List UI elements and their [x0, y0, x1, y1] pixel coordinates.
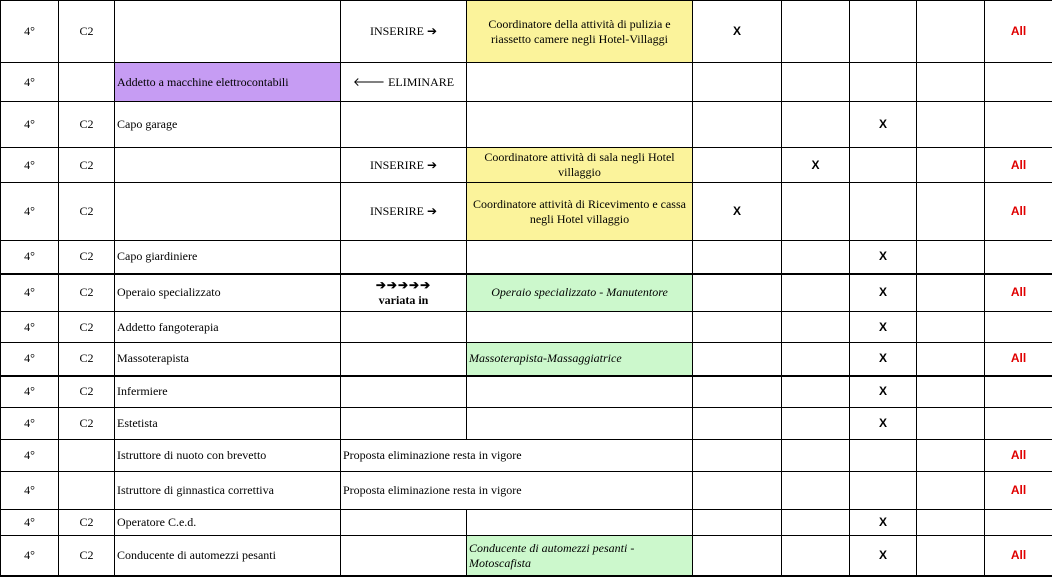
level-cell: 4° [1, 536, 59, 576]
mark-cell [782, 241, 850, 274]
mark-cell [917, 241, 985, 274]
new-role-cell [467, 102, 693, 148]
mark-cell [917, 102, 985, 148]
code-cell: C2 [59, 510, 115, 536]
mark-cell [782, 472, 850, 510]
all-badge [985, 312, 1052, 343]
role-cell: Istruttore di nuoto con brevetto [115, 440, 341, 472]
code-cell: C2 [59, 343, 115, 376]
level-cell: 4° [1, 183, 59, 241]
action-cell: INSERIRE ➔ [341, 148, 467, 183]
level-cell: 4° [1, 312, 59, 343]
all-badge: All [985, 440, 1052, 472]
role-cell: Infermiere [115, 376, 341, 408]
action-label: variata in [378, 292, 429, 307]
level-cell: 4° [1, 472, 59, 510]
mark-cell [917, 1, 985, 63]
action-cell [341, 312, 467, 343]
mark-cell [782, 183, 850, 241]
mark-cell: X [850, 408, 917, 440]
level-cell: 4° [1, 1, 59, 63]
mark-cell [693, 408, 782, 440]
mark-cell [850, 1, 917, 63]
mark-cell [917, 472, 985, 510]
role-cell: Istruttore di ginnastica correttiva [115, 472, 341, 510]
new-role-cell: Conducente di automezzi pesanti - Motoscafista [467, 536, 693, 576]
all-badge: All [985, 148, 1052, 183]
code-cell: C2 [59, 274, 115, 312]
code-cell [59, 472, 115, 510]
role-cell: Conducente di automezzi pesanti [115, 536, 341, 576]
mark-cell [850, 183, 917, 241]
table-row [1, 102, 1052, 148]
all-badge: All [985, 274, 1052, 312]
mark-cell [850, 440, 917, 472]
all-badge: All [985, 343, 1052, 376]
role-cell: Estetista [115, 408, 341, 440]
action-cell [341, 510, 467, 536]
mark-cell [693, 376, 782, 408]
all-badge [985, 510, 1052, 536]
mark-cell [917, 536, 985, 576]
mark-cell [782, 102, 850, 148]
role-cell: Addetto fangoterapia [115, 312, 341, 343]
table-row [1, 148, 1052, 183]
code-cell: C2 [59, 102, 115, 148]
level-cell: 4° [1, 102, 59, 148]
note-cell: Proposta eliminazione resta in vigore [341, 440, 693, 472]
mark-cell [782, 536, 850, 576]
level-cell: 4° [1, 274, 59, 312]
mark-cell [693, 241, 782, 274]
mark-cell [782, 376, 850, 408]
action-cell [341, 408, 467, 440]
mark-cell [693, 472, 782, 510]
new-role-cell [467, 241, 693, 274]
mark-cell: X [693, 183, 782, 241]
action-cell [341, 274, 467, 312]
code-cell: C2 [59, 376, 115, 408]
mark-cell [693, 274, 782, 312]
table-row [1, 510, 1052, 536]
mark-cell [693, 510, 782, 536]
new-role-cell: Coordinatore attività di Ricevimento e cassa negli Hotel villaggio [467, 183, 693, 241]
mark-cell [850, 472, 917, 510]
code-cell: C2 [59, 408, 115, 440]
code-cell [59, 63, 115, 102]
new-role-cell [467, 376, 693, 408]
mark-cell [693, 440, 782, 472]
table-row [1, 274, 1052, 312]
level-cell: 4° [1, 376, 59, 408]
arrow-sequence-icon: ➔➔➔➔➔ [375, 277, 432, 292]
mark-cell [917, 183, 985, 241]
mark-cell: X [850, 510, 917, 536]
all-badge [985, 102, 1052, 148]
table-row [1, 536, 1052, 576]
mark-cell [693, 148, 782, 183]
level-cell: 4° [1, 63, 59, 102]
role-cell [115, 183, 341, 241]
mark-cell: X [850, 536, 917, 576]
all-badge [985, 408, 1052, 440]
new-role-cell: Coordinatore attività di sala negli Hotel villaggio [467, 148, 693, 183]
action-cell [341, 376, 467, 408]
new-role-cell: Operaio specializzato - Manutentore [467, 274, 693, 312]
code-cell: C2 [59, 241, 115, 274]
mark-cell [917, 376, 985, 408]
code-cell [59, 440, 115, 472]
all-badge [985, 63, 1052, 102]
mark-cell [782, 440, 850, 472]
action-cell [341, 102, 467, 148]
all-badge: All [985, 536, 1052, 576]
action-cell: INSERIRE ➔ [341, 183, 467, 241]
level-cell: 4° [1, 408, 59, 440]
mark-cell [782, 510, 850, 536]
role-cell: Operatore C.e.d. [115, 510, 341, 536]
code-cell: C2 [59, 312, 115, 343]
new-role-cell [467, 408, 693, 440]
role-cell: Massoterapista [115, 343, 341, 376]
note-cell: Proposta eliminazione resta in vigore [341, 472, 693, 510]
mark-cell: X [850, 102, 917, 148]
mark-cell [917, 408, 985, 440]
mark-cell [782, 408, 850, 440]
code-cell: C2 [59, 183, 115, 241]
mark-cell [917, 343, 985, 376]
mark-cell [917, 148, 985, 183]
mark-cell [782, 274, 850, 312]
level-cell: 4° [1, 510, 59, 536]
new-role-cell [467, 63, 693, 102]
all-badge [985, 376, 1052, 408]
mark-cell: X [850, 274, 917, 312]
table-row [1, 440, 1052, 472]
table-row [1, 472, 1052, 510]
new-role-cell: Coordinatore della attività di pulizia e riassetto camere negli Hotel-Villaggi [467, 1, 693, 63]
role-cell: Operaio specializzato [115, 274, 341, 312]
table-row [1, 63, 1052, 102]
mark-cell [850, 63, 917, 102]
mark-cell [850, 148, 917, 183]
new-role-cell [467, 510, 693, 536]
code-cell: C2 [59, 1, 115, 63]
action-cell: 🡐 ELIMINARE [341, 63, 467, 102]
table-row [1, 1, 1052, 63]
table-row [1, 183, 1052, 241]
table-row [1, 241, 1052, 274]
mark-cell [917, 440, 985, 472]
all-badge: All [985, 183, 1052, 241]
level-cell: 4° [1, 343, 59, 376]
mark-cell: X [850, 312, 917, 343]
mark-cell [917, 274, 985, 312]
mark-cell [782, 63, 850, 102]
mark-cell [693, 102, 782, 148]
mark-cell [917, 510, 985, 536]
role-cell [115, 148, 341, 183]
mark-cell: X [850, 376, 917, 408]
all-badge [985, 241, 1052, 274]
role-cell: Capo giardiniere [115, 241, 341, 274]
table-row [1, 408, 1052, 440]
level-cell: 4° [1, 440, 59, 472]
level-cell: 4° [1, 241, 59, 274]
code-cell: C2 [59, 536, 115, 576]
mark-cell [782, 312, 850, 343]
table-row [1, 343, 1052, 376]
mark-cell [917, 63, 985, 102]
new-role-cell: Massoterapista-Massaggiatrice [467, 343, 693, 376]
mark-cell: X [782, 148, 850, 183]
role-cell: Addetto a macchine elettrocontabili [115, 63, 341, 102]
table-row [1, 376, 1052, 408]
mark-cell [782, 1, 850, 63]
all-badge: All [985, 1, 1052, 63]
mark-cell [917, 312, 985, 343]
mark-cell [782, 343, 850, 376]
table-row [1, 312, 1052, 343]
mark-cell [693, 63, 782, 102]
role-cell [115, 1, 341, 63]
action-cell [341, 343, 467, 376]
action-cell [341, 536, 467, 576]
all-badge: All [985, 472, 1052, 510]
mark-cell: X [850, 343, 917, 376]
role-cell: Capo garage [115, 102, 341, 148]
code-cell: C2 [59, 148, 115, 183]
mark-cell [693, 312, 782, 343]
level-cell: 4° [1, 148, 59, 183]
action-cell: INSERIRE ➔ [341, 1, 467, 63]
action-cell [341, 241, 467, 274]
mark-cell: X [693, 1, 782, 63]
mark-cell [693, 343, 782, 376]
mark-cell [693, 536, 782, 576]
mark-cell: X [850, 241, 917, 274]
new-role-cell [467, 312, 693, 343]
